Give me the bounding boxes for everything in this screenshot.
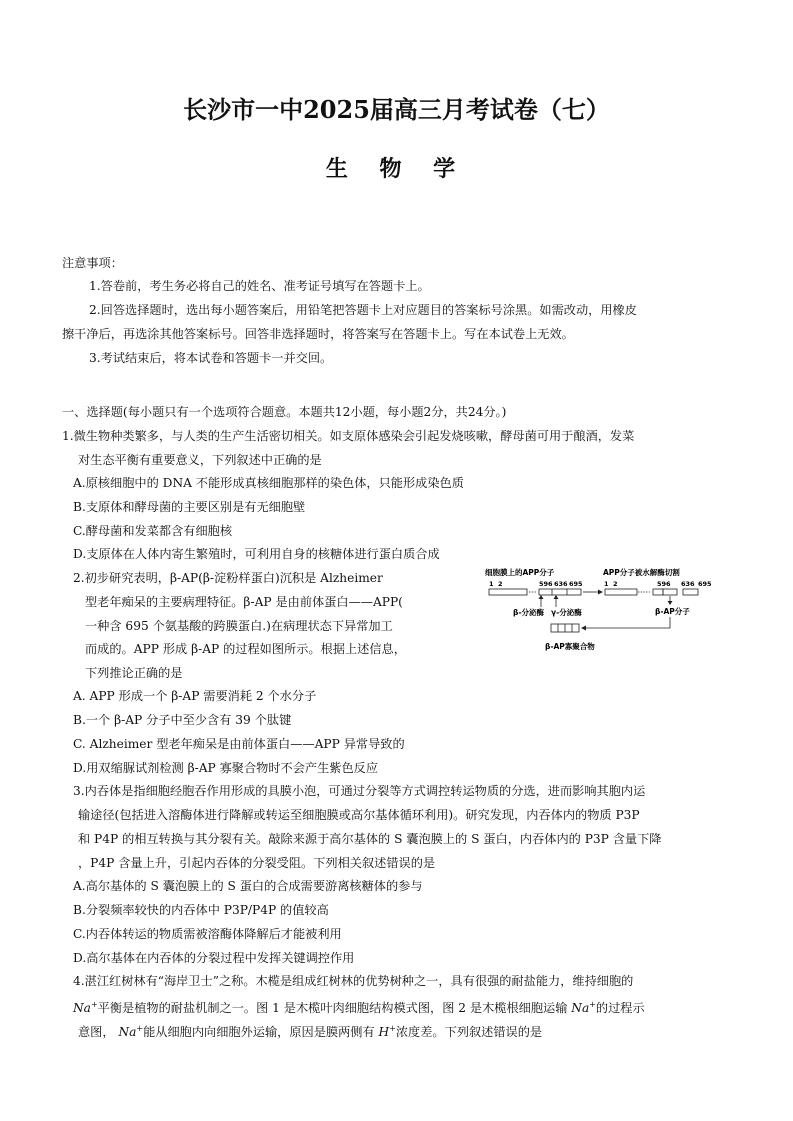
fig-num-2-r: 2 [613,580,618,588]
fig-chain-right-c [683,589,698,595]
exam-title: 长沙市一中2025届高三月考试卷（七） [183,95,610,124]
q2-stem-4: 而成的。APP 形成 β-AP 的过程如图所示。根据上述信息， [85,642,406,656]
q4-h: H [378,1025,390,1040]
q4-stem-3-mid: 能从细胞内向细胞外运输，原因是膜两侧有 [143,1025,375,1040]
fig-num-596-r: 596 [657,580,671,588]
q1-option-c: C.酵母菌和发菜都含有细胞核 [73,524,233,538]
fig-arrowhead-right [598,590,603,595]
fig-chain-right-a [605,589,637,595]
q4-stem-1: 4.湛江红树林有“海岸卫士”之称。木榄是组成红树林的优势树种之一，具有很强的耐盐能力，维持细胞的 [73,974,634,988]
q2-option-d: D.用双缩脲试剂检测 β-AP 寡聚合物时不会产生紫色反应 [73,761,379,775]
notice-heading: 注意事项： [62,256,123,270]
fig-enzyme-beta: β-分泌酶 [513,608,544,617]
q3-option-b: B.分裂频率较快的内吞体中 P3P/P4P 的值较高 [73,903,329,917]
q4-plus-1: + [90,1000,98,1009]
fig-num-1-r: 1 [604,580,609,588]
q4-na-1: Na [73,1001,91,1016]
fig-num-695: 695 [569,580,583,588]
notice-item-1: 1.答卷前，考生务必将自己的姓名、准考证号填写在答题卡上。 [89,279,430,293]
notice-item-2: 2.回答选择题时，选出每小题答案后，用铅笔把答题卡上对应题目的答案标号涂黑。如需改动，用橡皮 [89,303,637,317]
q4-stem-2-end: 的过程示 [595,1001,645,1016]
q2-stem-2: 型老年痴呆的主要病理特征。β-AP 是由前体蛋白——APP( [85,595,403,609]
q2-stem-5: 下列推论正确的是 [85,666,183,680]
app-cleavage-diagram [485,565,745,665]
q4-stem-3-start: 意图， [78,1025,115,1040]
fig-arrowhead-beta [539,595,544,599]
q4-na-2: Na [571,1001,590,1016]
q1-option-a: A.原核细胞中的 DNA 不能形成真核细胞那样的染色体，只能形成染色质 [73,476,464,490]
notice-item-3: 3.考试结束后，将本试卷和答题卡一并交回。 [89,351,333,365]
q4-stem-3-end: 浓度差。下列叙述错误的是 [395,1025,543,1040]
section-heading: 一、选择题(每小题只有一个选项符合题意。本题共12小题，每小题2分，共24分。) [62,405,507,419]
fig-arrowhead-gamma [554,595,559,599]
fig-label-left: 细胞膜上的APP分子 [485,568,555,577]
fig-label-right: APP分子被水解酶切割 [603,568,680,577]
fig-chain-left-a [489,589,527,595]
q2-stem-3: 一种含 695 个氨基酸的跨膜蛋白.)在病理状态下异常加工 [85,619,393,633]
fig-bap-fragment [663,589,677,595]
fig-arrowhead-oligomer [581,626,586,631]
q1-option-b: B.支原体和酵母菌的主要区别是有无细胞壁 [73,500,306,514]
q4-na-3: Na [118,1025,137,1040]
fig-num-636: 636 [554,580,568,588]
q3-stem-2: 输途径(包括进入溶酶体进行降解或转运至细胞膜或高尔基体循环利用)。研究发现，内吞体内的物质 P3P [78,808,640,822]
fig-arrowhead-bap [668,601,673,605]
fig-bap-label: β-AP分子 [655,607,690,616]
q1-stem-1: 1.微生物种类繁多，与人类的生产生活密切相关。如支原体感染会引起发烧咳嗽，酵母菌可用于酿酒，发菜 [62,429,635,443]
q3-stem-1: 3.内吞体是指细胞经胞吞作用形成的具膜小泡，可通过分裂等方式调控转运物质的分选，进而影响其胞内运 [73,784,646,798]
fig-chain-right-b [653,589,663,595]
q3-option-a: A.高尔基体的 S 囊泡膜上的 S 蛋白的合成需要游离核糖体的参与 [73,879,423,893]
q4-plus-4: + [389,1024,396,1033]
q3-stem-3: 和 P4P 的相互转换与其分裂有关。敲除来源于高尔基体的 S 囊泡膜上的 S 蛋白，内吞体内的 P3P 含量下降 [78,832,662,846]
fig-num-2: 2 [498,580,503,588]
fig-arrow-oligomer [585,617,670,628]
notice-item-2-cont: 擦干净后，再选涂其他答案标号。回答非选择题时，将答案写在答题卡上。写在本试卷上无效。 [62,327,574,341]
fig-oligomer-label: β-AP寡聚合物 [545,642,595,651]
q3-stem-4: ，P4P 含量上升，引起内吞体的分裂受阻。下列相关叙述错误的是 [78,856,436,870]
fig-num-1: 1 [489,580,494,588]
q4-stem-2 [73,997,645,1016]
q1-option-d: D.支原体在人体内寄生繁殖时，可利用自身的核糖体进行蛋白质合成 [73,547,440,561]
q2-stem-1: 2.初步研究表明，β-AP(β-淀粉样蛋白)沉积是 Alzheimer [73,571,383,585]
q3-option-c: C.内吞体转运的物质需被溶酶体降解后才能被利用 [73,927,342,941]
q1-stem-2: 对生态平衡有重要意义，下列叙述中正确的是 [78,453,322,467]
fig-enzyme-gamma: γ-分泌酶 [551,608,582,617]
q3-option-d: D.高尔基体在内吞体的分裂过程中发挥关键调控作用 [73,951,355,965]
q4-plus-3: + [136,1024,144,1033]
fig-num-636-r: 636 [681,580,695,588]
fig-num-695-r: 695 [698,580,712,588]
q4-plus-2: + [589,1000,596,1009]
subject-title: 生 物 学 [325,156,468,182]
q4-stem-3 [78,1021,542,1040]
fig-num-596: 596 [539,580,553,588]
fig-chain-left-b [539,589,581,595]
q2-option-a: A. APP 形成一个 β-AP 需要消耗 2 个水分子 [73,689,317,703]
q2-option-b: B.一个 β-AP 分子中至少含有 39 个肽键 [73,713,292,727]
q2-option-c: C. Alzheimer 型老年痴呆是由前体蛋白——APP 异常导致的 [73,737,405,751]
q4-stem-2-text: 平衡是植物的耐盐机制之一。图 1 是木榄叶肉细胞结构模式图，图 2 是木榄根细胞运输 [97,1001,568,1016]
